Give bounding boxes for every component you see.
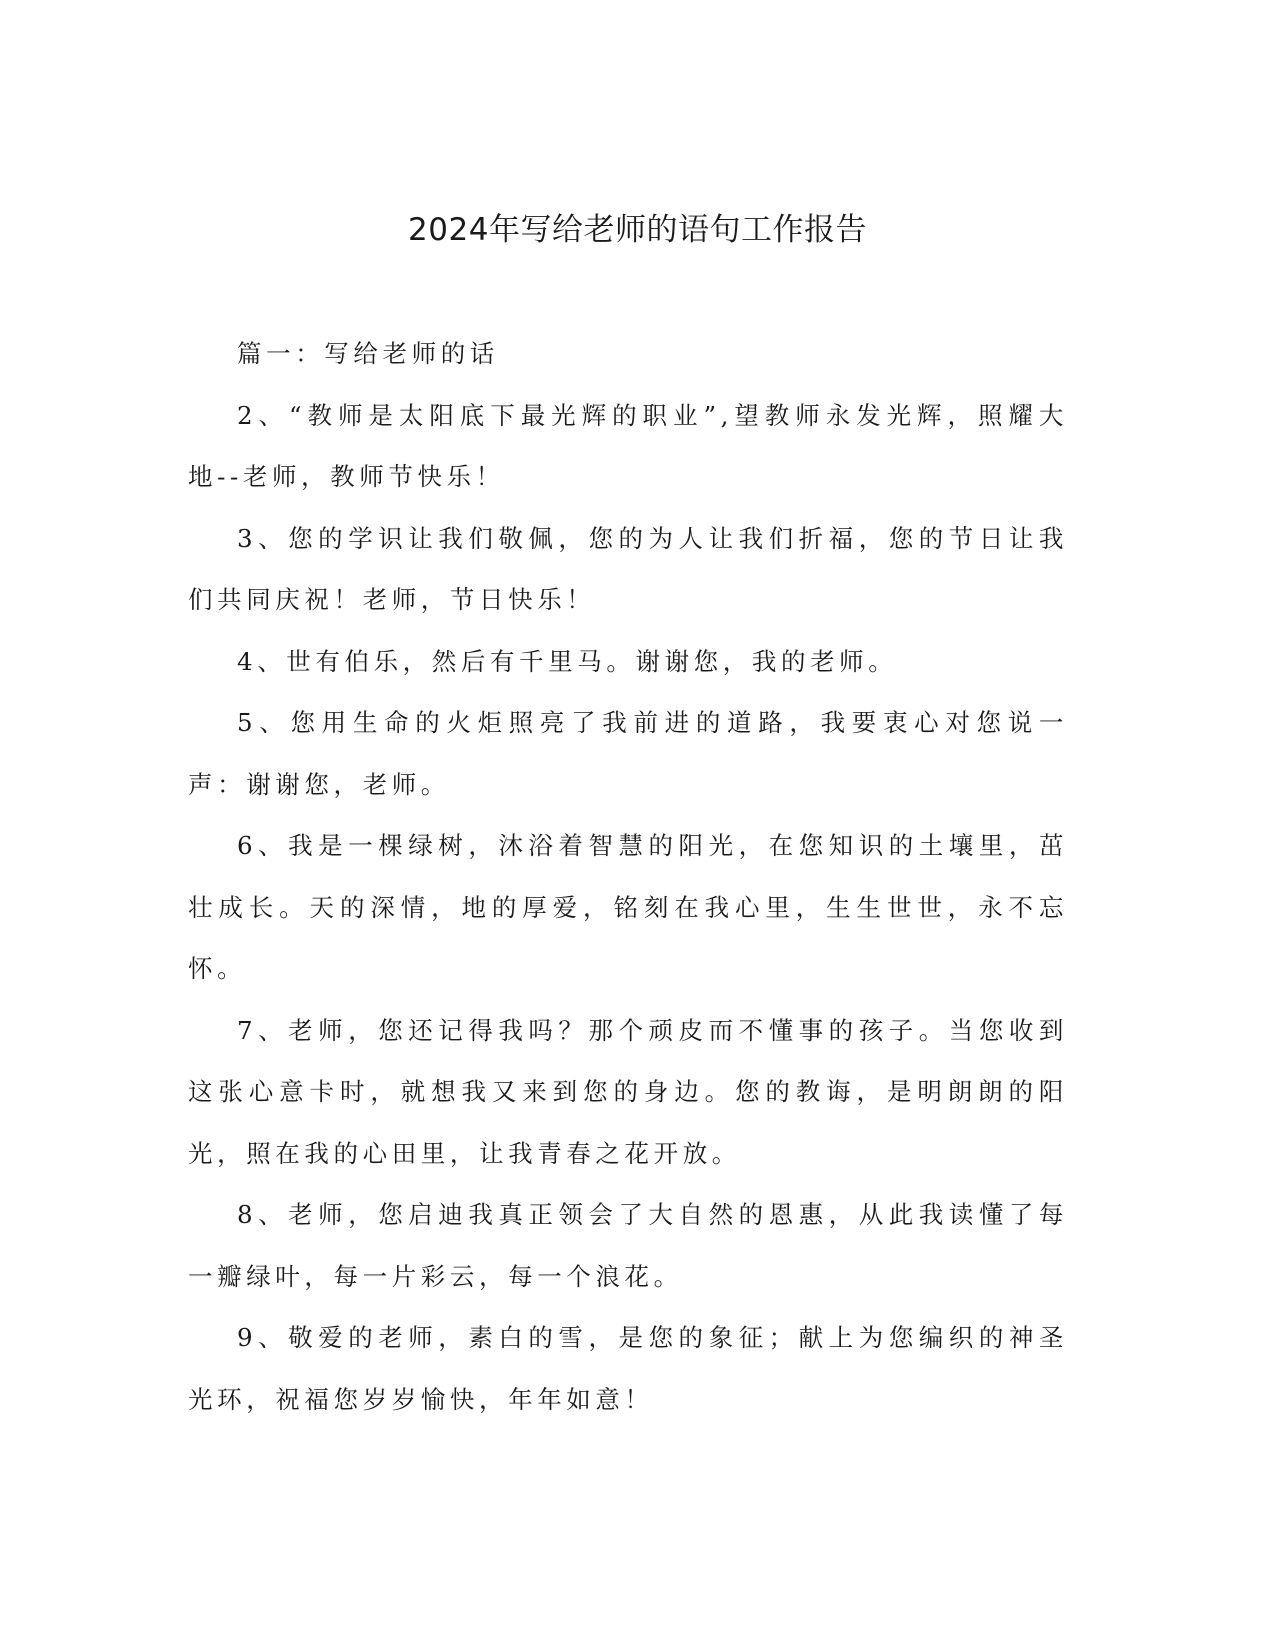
paragraph-9: 9、敬爱的老师，素白的雪，是您的象征；献上为您编织的神圣光环，祝福您岁岁愉快，年年如意！ (188, 1323, 1068, 1414)
paragraph-3: 3、您的学识让我们敬佩，您的为人让我们折福，您的节日让我们共同庆祝！老师，节日快乐！ (188, 523, 1068, 614)
paragraph-8: 8、老师，您启迪我真正领会了大自然的恩惠，从此我读懂了每一瓣绿叶，每一片彩云，每一个浪花。 (188, 1200, 1068, 1291)
document-title: 2024年写给老师的语句工作报告 (408, 212, 867, 248)
section-heading: 篇一：写给老师的话 (237, 339, 499, 368)
paragraph-2: 2、“教师是太阳底下最光辉的职业”,望教师永发光辉，照耀大地--老师，教师节快乐！ (188, 400, 1068, 491)
paragraph-4: 4、世有伯乐，然后有千里马。谢谢您，我的老师。 (237, 646, 898, 676)
paragraph-6: 6、我是一棵绿树，沐浴着智慧的阳光，在您知识的土壤里，茁壮成长。天的深情，地的厚爱，铭刻在我心里，生生世世，永不忘怀。 (188, 831, 1068, 983)
paragraph-5: 5、您用生命的火炬照亮了我前进的道路，我要衷心对您说一声：谢谢您，老师。 (188, 708, 1068, 799)
paragraph-7: 7、老师，您还记得我吗？那个顽皮而不懂事的孩子。当您收到这张心意卡时，就想我又来到您的身边。您的教诲，是明朗朗的阳光，照在我的心田里，让我青春之花开放。 (188, 1015, 1068, 1168)
document-body (188, 323, 1068, 1430)
